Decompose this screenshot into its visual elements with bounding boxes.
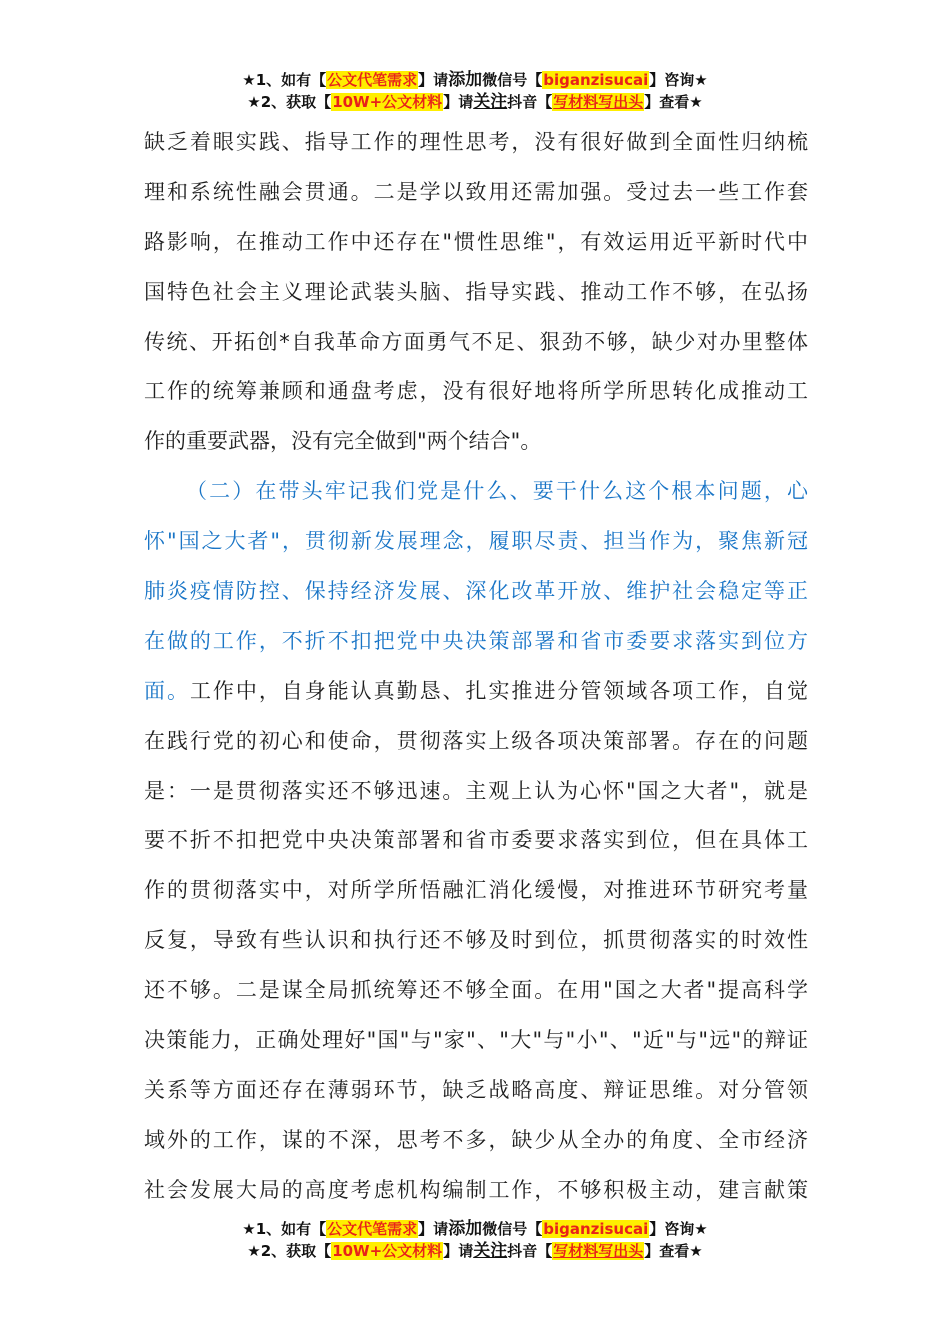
section-heading-line: 怀"国之大者"，贯彻新发展理念，履职尽责、担当作为，聚焦新冠 (144, 529, 808, 554)
banner-line-1: ★1、如有【公文代笔需求】请添加微信号【biganzisucai】咨询★ (242, 70, 708, 90)
text-line: 理和系统性融会贯通。二是学以致用还需加强。受过去一些工作套 (144, 179, 808, 204)
highlight-douyin-account: 写材料写出头 (553, 1242, 644, 1260)
text-line: 社会发展大局的高度考虑机构编制工作，不够积极主动，建言献策 (144, 1177, 808, 1202)
text-line: 路影响，在推动工作中还存在"惯性思维"，有效运用近平新时代中 (144, 229, 808, 254)
text-line: 缺乏着眼实践、指导工作的理性思考，没有很好做到全面性归纳梳 (144, 130, 808, 154)
text-line: 工作的统筹兼顾和通盘考虑，没有很好地将所学所思转化成推动工 (144, 379, 808, 404)
highlight-ghostwriting: 公文代笔需求 (327, 1220, 418, 1238)
highlight-materials: 10W+公文材料 (332, 1242, 443, 1260)
text-line: 域外的工作，谋的不深，思考不多，缺少从全办的角度、全市经济 (144, 1127, 808, 1152)
text-line: 决策能力，正确处理好"国"与"家"、"大"与"小"、"近"与"远"的辩证 (144, 1028, 808, 1053)
text-line: 面。工作中，自身能认真勤恳、扎实推进分管领域各项工作，自觉 (144, 678, 809, 703)
bottom-banner (0, 1218, 950, 1262)
banner-line-2: ★2、获取【10W+公文材料】请关注抖音【写材料写出头】查看★ (247, 1241, 703, 1261)
text-line: 关系等方面还存在薄弱环节，缺乏战略高度、辩证思维。对分管领 (144, 1077, 808, 1102)
text-line: 作的重要武器，没有完全做到"两个结合"。 (144, 429, 542, 454)
banner-line-2: ★2、获取【10W+公文材料】请关注抖音【写材料写出头】查看★ (247, 92, 703, 112)
text-line: 是：一是贯彻落实还不够迅速。主观上认为心怀"国之大者"，就是 (144, 778, 808, 803)
section-heading-tail: 面。 (144, 678, 190, 703)
section-heading-line: 在做的工作，不折不扣把党中央决策部署和省市委要求落实到位方 (144, 628, 808, 653)
text-line: 作的贯彻落实中，对所学所悟融汇消化缓慢，对推进环节研究考量 (144, 878, 808, 903)
highlight-douyin-account: 写材料写出头 (553, 93, 644, 111)
highlight-ghostwriting: 公文代笔需求 (327, 71, 418, 89)
top-banner (0, 69, 950, 113)
highlight-wechat-id: biganzisucai (543, 71, 649, 89)
body-text (144, 118, 808, 1216)
text-line: 传统、开拓创*自我革命方面勇气不足、狠劲不够，缺少对办里整体 (144, 329, 808, 354)
text-line: 国特色社会主义理论武装头脑、指导实践、推动工作不够，在弘扬 (144, 279, 808, 304)
text-line: 在践行党的初心和使命，贯彻落实上级各项决策部署。存在的问题 (144, 728, 808, 753)
highlight-materials: 10W+公文材料 (332, 93, 443, 111)
highlight-wechat-id: biganzisucai (543, 1220, 649, 1238)
section-heading-line: （二）在带头牢记我们党是什么、要干什么这个根本问题，心 (186, 479, 808, 504)
section-heading-line: 肺炎疫情防控、保持经济发展、深化改革开放、维护社会稳定等正 (144, 579, 808, 604)
banner-line-1: ★1、如有【公文代笔需求】请添加微信号【biganzisucai】咨询★ (242, 1219, 708, 1239)
text-line: 还不够。二是谋全局抓统筹还不够全面。在用"国之大者"提高科学 (144, 978, 808, 1003)
text-line: 要不折不扣把党中央决策部署和省市委要求落实到位，但在具体工 (144, 828, 808, 853)
text-line: 反复，导致有些认识和执行还不够及时到位，抓贯彻落实的时效性 (144, 928, 808, 953)
